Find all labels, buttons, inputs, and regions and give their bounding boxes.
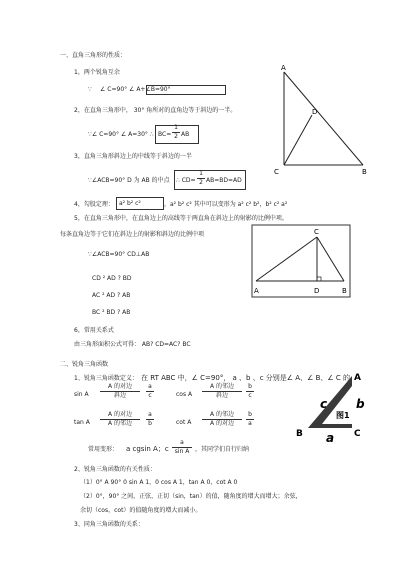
section1-title: 一、直角三角形的性质： [60, 52, 127, 59]
label-d: D [312, 108, 318, 116]
cos-ratio-den: c [248, 392, 252, 399]
sin-ratio-num: a [146, 383, 154, 392]
prop5-text: 5，在直角三角形中，在直角边上的高线等于两直角在斜边上的射影的比例中项。 [74, 215, 288, 222]
prop4-label: 4，勾股定理： [74, 201, 114, 208]
prop-monotonic-cont: 余切（cos，cot）的值随角度的增大而减小。 [80, 507, 202, 514]
cos-label: cos A [176, 391, 193, 398]
half-fraction [172, 124, 180, 141]
cd-rest: AB=BD=AD [206, 177, 242, 184]
frac-numerator: 1 [197, 170, 205, 179]
relation-bc: BC ² BD ? AB [92, 309, 131, 316]
pythagoras-formula: a² b² c² [119, 200, 141, 207]
prop6-label: 6，常用关系式 [74, 327, 114, 334]
tan-label: tan A [74, 419, 90, 426]
cos-ratio-num: b [246, 383, 254, 392]
sin-def-fraction [100, 383, 140, 400]
var-den: sin A [174, 448, 190, 455]
prop-range: （1）0° A 90° 0 sin A 1，0 cos A 1，tan A 0，cot A 0 [80, 479, 238, 486]
altitude-triangle-figure [246, 224, 356, 302]
cot-numerator: A 的邻边 [202, 411, 242, 420]
figure-caption: 图1 [336, 411, 350, 420]
bc-lhs: BC= [158, 131, 172, 138]
frac-denominator: 2 [199, 179, 203, 186]
angle-sum-box [146, 85, 226, 95]
label-a: A [254, 287, 259, 295]
section2-title: 二、锐角三角函数 [60, 361, 109, 368]
side-b-label: b [356, 397, 365, 411]
cos-denominator: 斜边 [215, 392, 228, 399]
cot-ratio-num: b [246, 411, 254, 420]
leg-bc [317, 237, 344, 281]
cos-def-fraction [202, 383, 242, 400]
var-num: a [172, 439, 192, 448]
cot-label: cot A [176, 419, 192, 426]
cd-lhs: ∴ CD= [176, 177, 196, 184]
leg-ac [256, 237, 317, 281]
same-angle-title: 3、同角三角函数的关系： [74, 521, 144, 528]
label-a: A [281, 64, 286, 72]
side-a-label: a [326, 431, 335, 445]
tan-def-fraction [100, 411, 140, 428]
projection-text: 每条直角边等于它们在斜边上的射影和斜边的比例中项 [60, 231, 205, 238]
tan-ratio [146, 411, 154, 428]
pythagoras-variants: ，a² b² c² 其中可以变形为 a² c² b²，b² c² a² [164, 201, 288, 208]
relation-cd: CD ² AD ? BD [92, 275, 132, 282]
variant-note: ，其同学们自行归纳 [195, 446, 250, 453]
label-a: A [354, 373, 361, 383]
prop-monotonic: （2）0°，90° 之间，正弦，正切（sin，tan）的值，随角度的增大而增大；余弦， [80, 493, 302, 500]
sin-label: sin A [74, 391, 89, 398]
prop3-text: 3，直角三角形斜边上的中线等于斜边的一半 [74, 153, 192, 160]
label-d: D [314, 287, 320, 295]
frac-numerator: 1 [172, 124, 180, 133]
cos-numerator: A 的邻边 [202, 383, 242, 392]
right-angle-mark [317, 277, 321, 281]
variant-formula: a cgsin A；c [126, 445, 169, 453]
prop1-label: 1，两个锐角互余 [74, 69, 120, 76]
frac-denominator: 2 [174, 133, 178, 140]
label-b: B [362, 168, 367, 176]
def-label: 1、锐角三角函数定义： [74, 375, 138, 382]
sin-numerator: A 的对边 [100, 383, 140, 392]
variant-label: 常用变形： [88, 446, 119, 453]
c-over-sin-fraction [172, 439, 192, 456]
median-cd [284, 115, 312, 165]
label-c: C [274, 168, 279, 176]
ab-text: AB [181, 131, 190, 138]
side-ab [284, 72, 363, 165]
cos-ratio [246, 383, 254, 400]
label-c: C [314, 228, 319, 236]
median-triangle-figure [268, 60, 378, 180]
cot-ratio-den: a [248, 420, 252, 427]
tan-ratio-num: a [146, 411, 154, 420]
cot-def-fraction [202, 411, 242, 428]
tan-denominator: A 的邻边 [107, 420, 132, 427]
prop2-condition: ∵∠ C=90° ∠ A=30° ∴ [88, 131, 154, 138]
sin-ratio [146, 383, 154, 400]
sin-denominator: 斜边 [113, 392, 126, 399]
side-c-label: c [320, 397, 328, 411]
since-symbol: ∵ [88, 86, 92, 93]
label-b: B [342, 287, 347, 295]
tan-numerator: A 的对边 [100, 411, 140, 420]
relation-ac: AC ² AD ? AB [92, 292, 131, 299]
sin-ratio-den: c [148, 392, 152, 399]
def-text: 在 RT ABC 中，∠ C=90°， a 、b 、c 分别是∠ A、∠ B、∠ C 的 [141, 374, 351, 382]
prop2-text: 2，在直角三角形中， 30° 角所对的直角边等于斜边的一半。 [74, 107, 237, 114]
label-c: C [354, 429, 361, 439]
trig-triangle-figure [288, 368, 376, 448]
prop5-condition: ∵∠ACB=90° CD⊥AB [88, 251, 150, 258]
angle-sum-formula: ∠ C=90° ∠ A+∠B=90° [100, 86, 171, 93]
half-fraction-2 [197, 170, 205, 187]
figure-frame [252, 225, 350, 297]
cot-denominator: A 的对边 [209, 420, 234, 427]
label-b: B [296, 429, 303, 439]
prop3-condition: ∵∠ACB=90° D 为 AB 的中点 [88, 177, 170, 184]
props-title: 2、锐角三角函数的有关性质： [74, 466, 156, 473]
cot-ratio [246, 411, 254, 428]
area-relation: 由三角形面积公式可得： AB? CD=AC? BC [74, 341, 191, 348]
tan-ratio-den: b [148, 420, 152, 427]
